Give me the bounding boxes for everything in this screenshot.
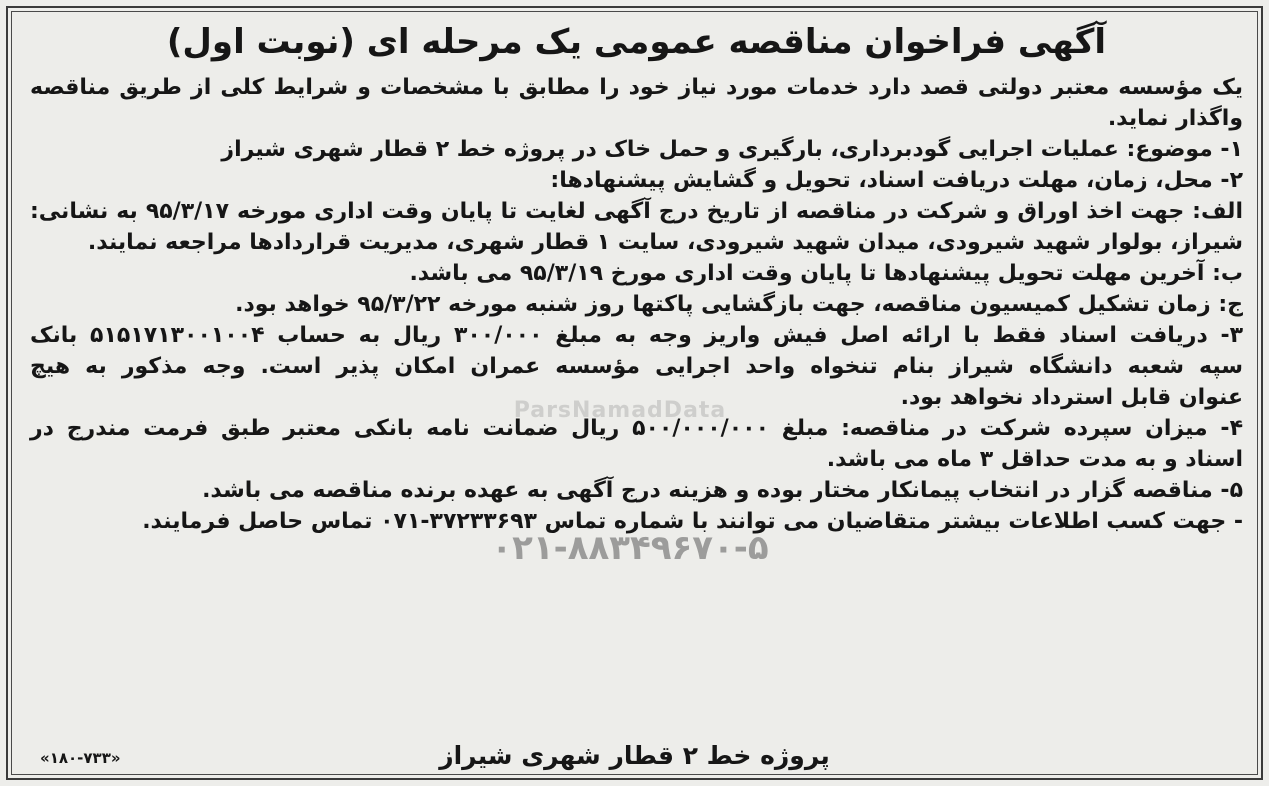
watermark-phone: ۰۲۱-۸۸۳۴۹۶۷۰-۵ bbox=[491, 528, 769, 568]
item-2b: ب: آخرین مهلت تحویل پیشنهادها تا پایان وقت اداری مورخ ۹۵/۳/۱۹ می باشد. bbox=[409, 261, 1243, 286]
intro-line-2: واگذار نماید. bbox=[1107, 106, 1243, 131]
item-3-line-2: سپه شعبه دانشگاه شیراز بنام تنخواه واحد اجرایی مؤسسه عمران امکان پذیر است. وجه مذکور به هیچ bbox=[30, 354, 1243, 379]
watermark-text: ParsNamadData bbox=[513, 398, 727, 423]
item-2: ۲- محل، زمان، مهلت دریافت اسناد، تحویل و گشایش پیشنهادها: bbox=[550, 168, 1243, 193]
item-1: ۱- موضوع: عملیات اجرایی گودبرداری، بارگیری و حمل خاک در پروژه خط ۲ قطار شهری شیراز bbox=[221, 137, 1243, 162]
item-4-line-2: اسناد و به مدت حداقل ۳ ماه می باشد. bbox=[826, 447, 1243, 472]
notice-body bbox=[30, 14, 1243, 537]
intro-line-1: یک مؤسسه معتبر دولتی قصد دارد خدمات مورد نیاز خود را مطابق با مشخصات و شرایط کلی از طریق مناقصه bbox=[30, 75, 1243, 100]
item-3-line-1: ۳- دریافت اسناد فقط با ارائه اصل فیش واریز وجه به مبلغ ۳۰۰/۰۰۰ ریال به حساب ۵۱۵۱۷۱۳۰۰۱۰۰۴ بانک bbox=[30, 323, 1244, 348]
item-2a-line-1: الف: جهت اخذ اوراق و شرکت در مناقصه از تاریخ درج آگهی لغایت تا پایان وقت اداری مورخه ۹۵/۳/۱۷ به نشانی: bbox=[30, 199, 1243, 224]
item-3-line-3: عنوان قابل استرداد نخواهد بود. bbox=[900, 385, 1243, 410]
notice-title: آگهی فراخوان مناقصه عمومی یک مرحله ای (نوبت اول) bbox=[166, 22, 1107, 62]
item-2c: ج: زمان تشکیل کمیسیون مناقصه، جهت بازگشایی پاکتها روز شنبه مورخه ۹۵/۳/۲۲ خواهد بود. bbox=[235, 292, 1243, 317]
footer-code: «۱۸۰-۷۳۳» bbox=[40, 749, 121, 767]
item-4-line-1: ۴- میزان سپرده شرکت در مناقصه: مبلغ ۵۰۰/۰۰۰/۰۰۰ ریال ضمانت نامه بانکی معتبر طبق فرمت مندرج در bbox=[30, 416, 1243, 441]
item-5: ۵- مناقصه گزار در انتخاب پیمانکار مختار بوده و هزینه درج آگهی به عهده برنده مناقصه می باشد. bbox=[202, 478, 1243, 503]
item-2a-line-2: شیراز، بولوار شهید شیرودی، میدان شهید شیرودی، سایت ۱ قطار شهری، مدیریت قراردادها مراجعه نمایند. bbox=[87, 230, 1243, 255]
contact-line: - جهت کسب اطلاعات بیشتر متقاضیان می توانند با شماره تماس ۳۷۲۳۳۶۹۳-۰۷۱ تماس حاصل فرمایند. bbox=[142, 509, 1243, 534]
footer-title: پروژه خط ۲ قطار شهری شیراز bbox=[439, 741, 830, 770]
